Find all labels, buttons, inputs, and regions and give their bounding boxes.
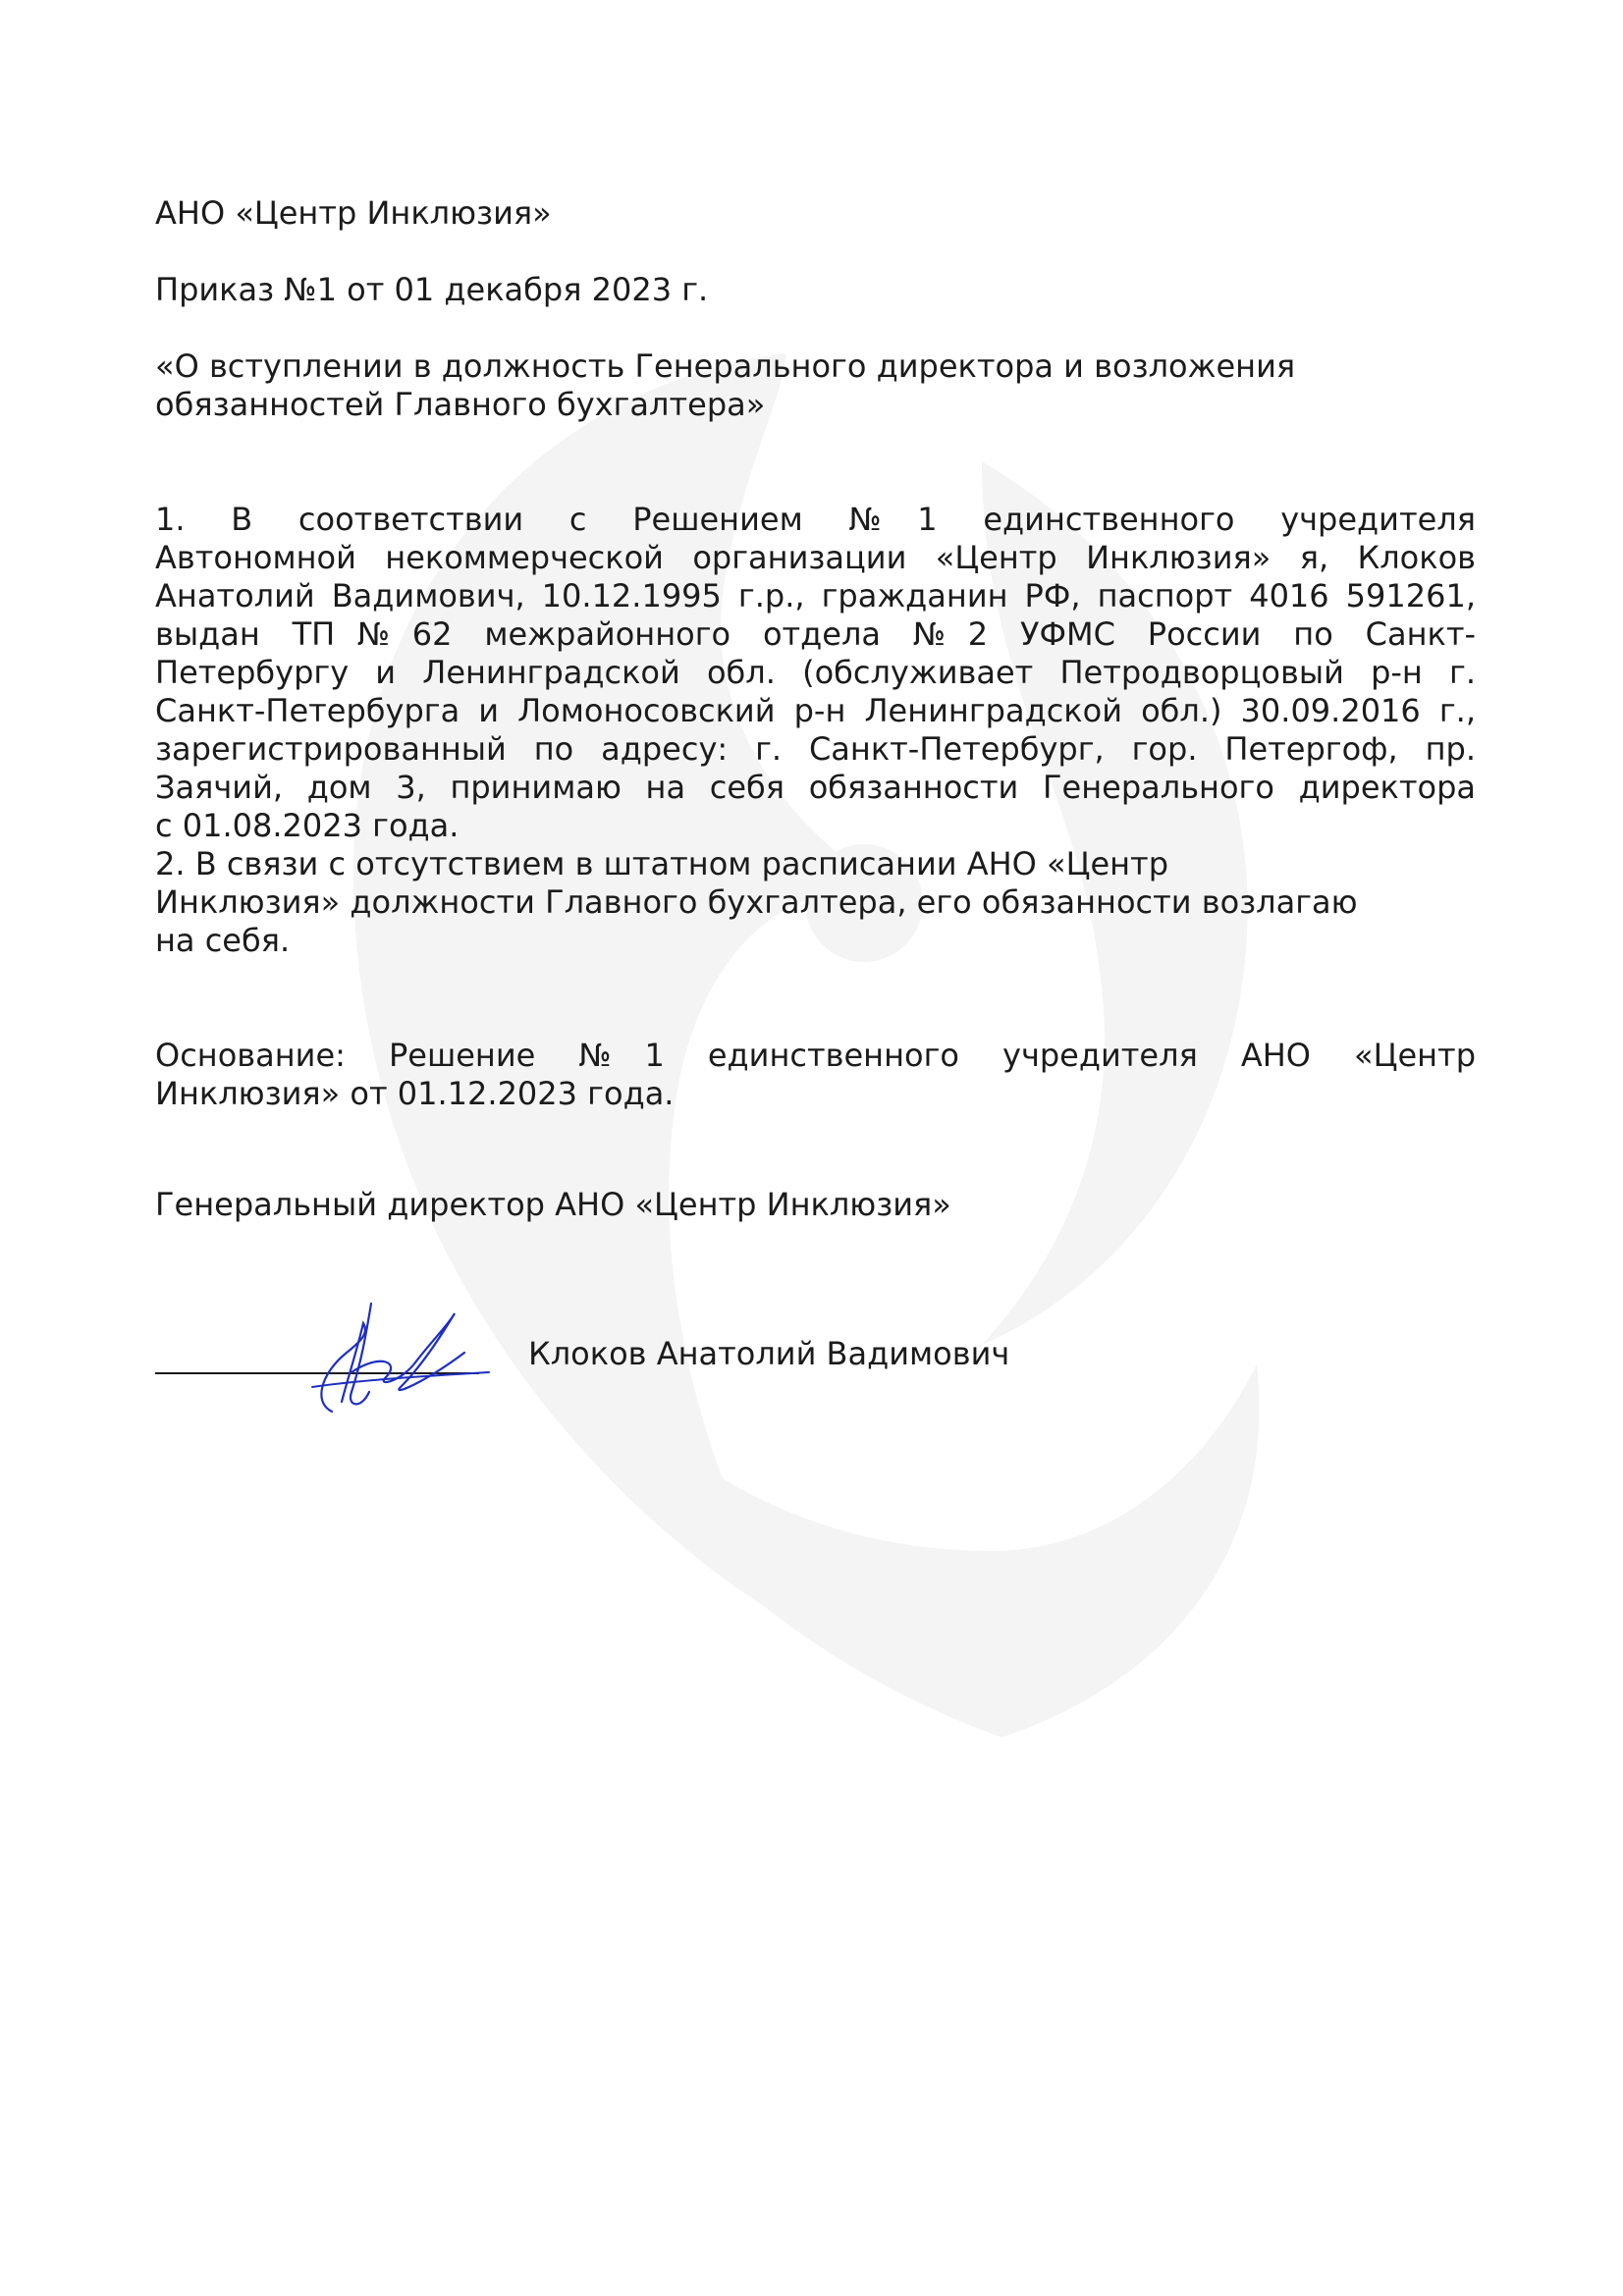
body-line-8: Заячий, дом 3, принимаю на себя обязанности Генерального директора — [155, 769, 1476, 806]
body-line-9: с 01.08.2023 года. — [155, 807, 460, 844]
handwritten-signature-icon — [253, 1294, 499, 1421]
signatory-name: Клоков Анатолий Вадимович — [528, 1335, 1010, 1372]
order-title-line-1: «О вступлении в должность Генерального директора и возложения — [155, 347, 1296, 385]
organization-name: АНО «Центр Инклюзия» — [155, 194, 552, 232]
body-line-6: Санкт-Петербурга и Ломоносовский р-н Ленинградской обл.) 30.09.2016 г., — [155, 692, 1476, 729]
body-line-7: зарегистрированный по адресу: г. Санкт-Петербург, гор. Петергоф, пр. — [155, 730, 1476, 768]
body-line-12: на себя. — [155, 922, 291, 959]
basis-line-2: Инклюзия» от 01.12.2023 года. — [155, 1075, 675, 1112]
signatory-position: Генеральный директор АНО «Центр Инклюзия» — [155, 1186, 951, 1223]
body-line-1: 1. В соответствии с Решением №1 единственного учредителя — [155, 501, 1476, 538]
body-line-2: Автономной некоммерческой организации «Центр Инклюзия» я, Клоков — [155, 539, 1476, 576]
order-number-date: Приказ №1 от 01 декабря 2023 г. — [155, 271, 709, 308]
basis-line-1: Основание: Решение №1 единственного учредителя АНО «Центр — [155, 1037, 1476, 1074]
order-title-line-2: обязанностей Главного бухгалтера» — [155, 386, 766, 423]
body-line-11: Инклюзия» должности Главного бухгалтера, его обязанности возлагаю — [155, 883, 1358, 921]
body-line-10: 2. В связи с отсутствием в штатном расписании АНО «Центр — [155, 845, 1168, 882]
body-line-4: выдан ТП№62 межрайонного отдела №2 УФМС России по Санкт- — [155, 615, 1476, 653]
body-line-5: Петербургу и Ленинградской обл. (обслуживает Петродворцовый р-н г. — [155, 654, 1476, 691]
signature-block — [155, 1294, 1476, 1431]
body-line-3: Анатолий Вадимович, 10.12.1995 г.р., гражданин РФ, паспорт 4016 591261, — [155, 577, 1476, 614]
